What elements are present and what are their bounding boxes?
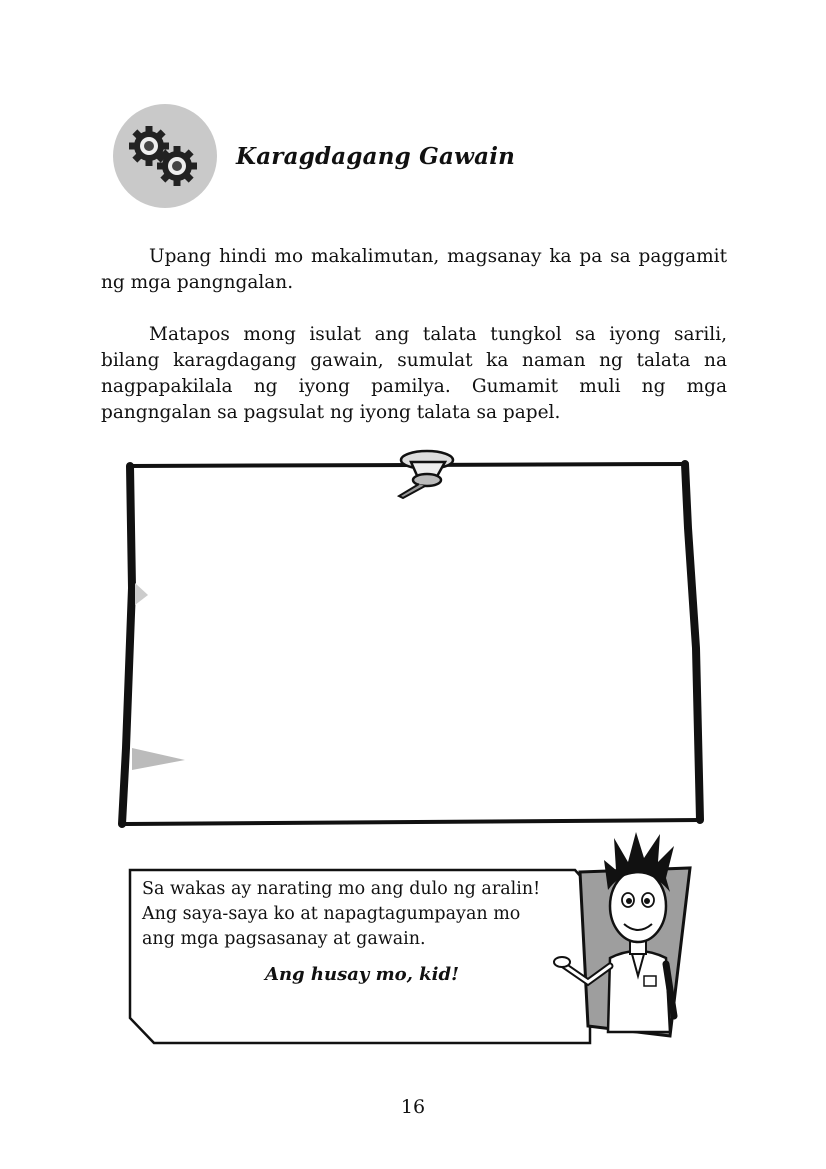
speech-cheer: Ang husay mo, kid!: [265, 964, 459, 985]
speech-line-1: Sa wakas ay narating mo ang dulo ng aralin!: [142, 879, 541, 899]
speech-message: [142, 877, 582, 952]
speech-line-3: ang mga pagsasanay at gawain.: [142, 929, 426, 949]
gears-badge: [113, 104, 217, 208]
page-number: 16: [400, 1096, 426, 1118]
writing-frame: [110, 448, 710, 838]
instruction-paragraph-2: Matapos mong isulat ang talata tungkol sa iyong sarili, bilang karagdagang gawain, sumulat ka naman ng talata na nagpapakilala ng iyong pamilya. Gumamit muli ng mga pangngalan sa pagsulat ng iyong talata sa papel.: [101, 324, 727, 423]
instruction-paragraph-1: Upang hindi mo makalimutan, magsanay ka pa sa paggamit ng mga pangngalan.: [101, 246, 727, 293]
speech-line-2: Ang saya-saya ko at napagtagumpayan mo: [142, 904, 521, 924]
section-title: Karagdagang Gawain: [236, 143, 516, 170]
student-boy-icon: [548, 826, 698, 1041]
gears-icon: [113, 104, 217, 208]
